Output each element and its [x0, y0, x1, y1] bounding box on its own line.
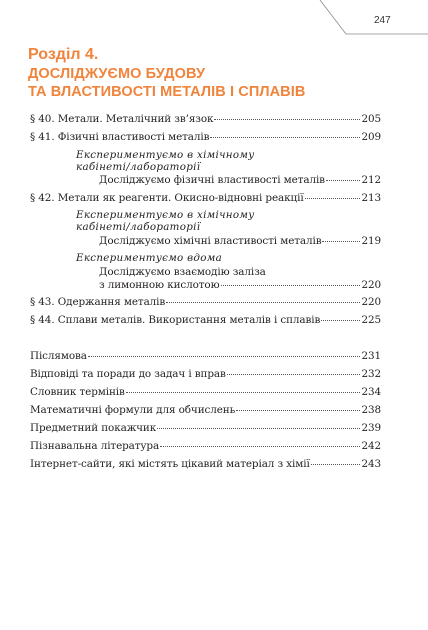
- experiment-heading-2b: кабінеті/лабораторії: [76, 221, 201, 233]
- toc-entry-page: 220: [361, 296, 381, 308]
- page-number: 247: [374, 15, 391, 26]
- toc-entry-p40[interactable]: [30, 111, 381, 127]
- dot-leader: [321, 311, 360, 321]
- toc-entry-label: Словник термінів: [30, 386, 125, 398]
- dot-leader: [227, 365, 361, 375]
- section-heading: [28, 45, 408, 101]
- toc-entry-page: 225: [361, 314, 381, 326]
- toc-entry-label: Післямова: [30, 350, 87, 362]
- toc-entry-page: 220: [361, 279, 381, 291]
- section-title-line-1: ДОСЛІДЖУЄМО БУДОВУ: [28, 66, 206, 82]
- toc-entry-page: 205: [361, 113, 381, 125]
- dot-leader: [322, 232, 360, 242]
- back-matter-entry[interactable]: [30, 366, 381, 382]
- toc-entry-page: 231: [361, 350, 381, 362]
- back-matter-entry[interactable]: [30, 438, 381, 454]
- toc-entry-label: з лимонною кислотою: [99, 279, 220, 291]
- back-matter-entry[interactable]: [30, 348, 381, 364]
- toc-entry-page: 219: [361, 235, 381, 247]
- toc-entry-label: Досліджуємо взаємодію заліза: [99, 266, 266, 278]
- dot-leader: [126, 383, 361, 393]
- toc-entry-page: 234: [361, 386, 381, 398]
- dot-leader: [160, 437, 360, 447]
- toc-entry-label: Пізнавальна література: [30, 440, 160, 452]
- section-title-line-2: ТА ВЛАСТИВОСТІ МЕТАЛІВ І СПЛАВІВ: [28, 84, 306, 100]
- toc-entry-p44[interactable]: [30, 312, 381, 328]
- toc-entry-label: Досліджуємо фізичні властивості металів: [99, 174, 325, 186]
- back-matter-entry[interactable]: [30, 384, 381, 400]
- experiment-heading-1b: кабінеті/лабораторії: [76, 161, 201, 173]
- dot-leader: [166, 293, 360, 303]
- page-corner-line: [0, 0, 428, 40]
- toc-entry-label: Досліджуємо хімічні властивості металів: [99, 235, 322, 247]
- toc-entry-label: § 44. Сплави металів. Використання металів і сплавів: [30, 314, 321, 326]
- toc-entry-p41[interactable]: [30, 129, 381, 145]
- back-matter-entry[interactable]: [30, 402, 381, 418]
- toc-entry-p42-experiment[interactable]: [99, 233, 381, 249]
- experiment-heading-3: Експериментуємо вдома: [76, 252, 223, 264]
- toc-entry-label: § 43. Одержання металів: [30, 296, 166, 308]
- dot-leader: [221, 276, 361, 286]
- experiment-heading-1a: Експериментуємо в хімічному: [76, 149, 255, 161]
- dot-leader: [311, 455, 361, 465]
- toc-entry-label: Математичні формули для обчислень: [30, 404, 236, 416]
- toc-entry-label: § 40. Метали. Металічний зв’язок: [30, 113, 214, 125]
- toc-entry-page: 243: [361, 458, 381, 470]
- toc-entry-page: 238: [361, 404, 381, 416]
- toc-entry-label: § 42. Метали як реагенти. Окисно-відновні реакції: [30, 192, 304, 204]
- section-label: Розділ 4.: [28, 46, 99, 63]
- dot-leader: [214, 110, 360, 120]
- dot-leader: [236, 401, 360, 411]
- toc-entry-label: § 41. Фізичні властивості металів: [30, 131, 210, 143]
- toc-entry-page: 239: [361, 422, 381, 434]
- dot-leader: [326, 171, 361, 181]
- toc-entry-page: 242: [361, 440, 381, 452]
- toc-entry-page: 213: [361, 192, 381, 204]
- back-matter-entry[interactable]: [30, 420, 381, 436]
- toc-entry-label: Інтернет-сайти, які містять цікавий матеріал з хімії: [30, 458, 310, 470]
- dot-leader: [88, 347, 361, 357]
- toc-entry-label: Відповіді та поради до задач і вправ: [30, 368, 226, 380]
- toc-entry-p42[interactable]: [30, 190, 381, 206]
- back-matter-entry[interactable]: [30, 456, 381, 472]
- dot-leader: [157, 419, 360, 429]
- toc-entry-label: Предметний покажчик: [30, 422, 157, 434]
- toc-entry-p43[interactable]: [30, 294, 381, 310]
- toc-entry-page: 232: [361, 368, 381, 380]
- dot-leader: [210, 128, 360, 138]
- experiment-heading-2a: Експериментуємо в хімічному: [76, 209, 255, 221]
- toc-entry-p42-home[interactable]: [99, 277, 381, 293]
- toc-entry-page: 209: [361, 131, 381, 143]
- toc-entry-p41-experiment[interactable]: [99, 172, 381, 188]
- dot-leader: [305, 189, 361, 199]
- toc-entry-page: 212: [361, 174, 381, 186]
